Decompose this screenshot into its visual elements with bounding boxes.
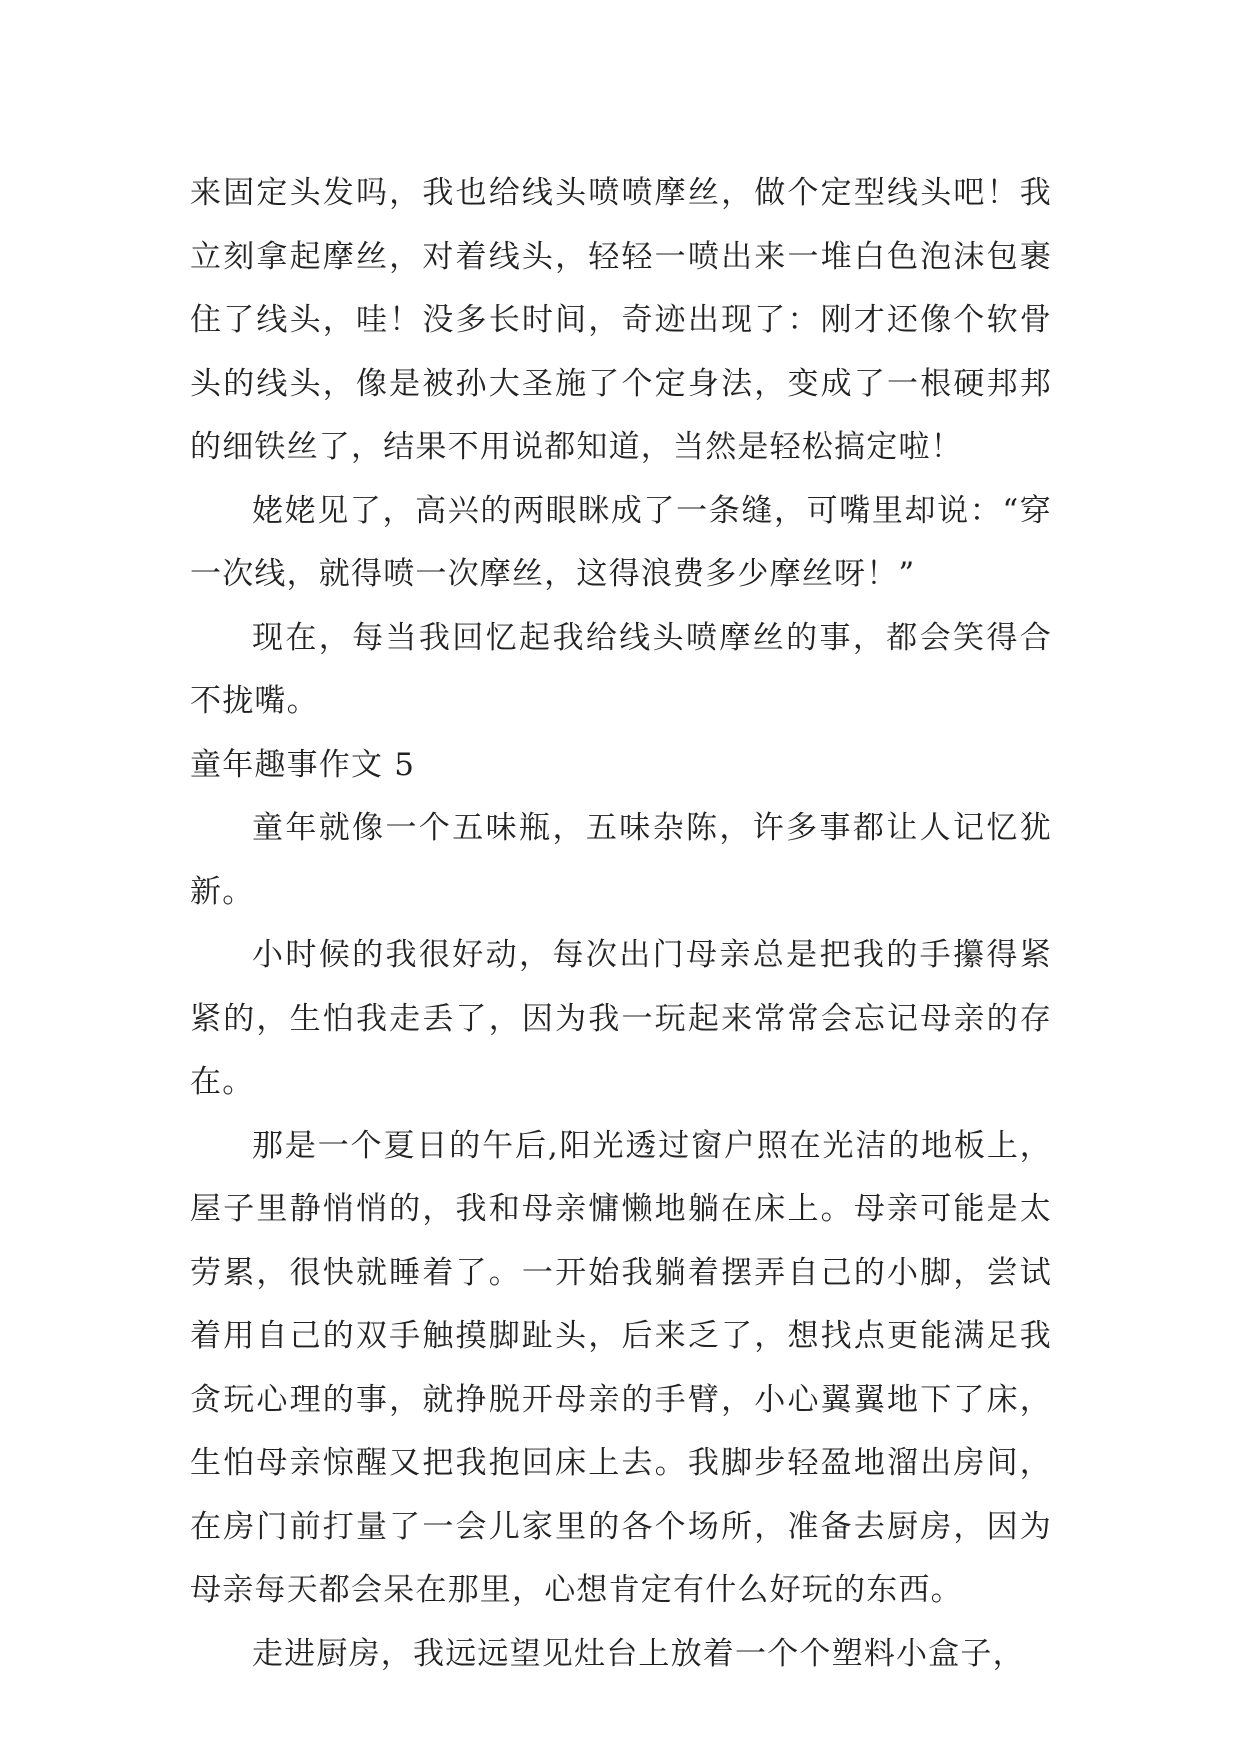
document-body xyxy=(190,162,1052,1686)
paragraph: 走进厨房，我远远望见灶台上放着一个个塑料小盒子， xyxy=(252,1635,1025,1672)
paragraph: 姥姥见了，高兴的两眼眯成了一条缝，可嘴里却说：“穿一次线，就得喷一次摩丝，这得浪费多少摩丝呀！” xyxy=(190,492,1052,592)
paragraph: 童年就像一个五味瓶，五味杂陈，许多事都让人记忆犹新。 xyxy=(190,810,1052,910)
section-heading: 童年趣事作文 5 xyxy=(190,746,416,783)
paragraph: 小时候的我很好动，每次出门母亲总是把我的手攥得紧紧的，生怕我走丢了，因为我一玩起来常常会忘记母亲的存在。 xyxy=(190,937,1052,1100)
paragraph: 那是一个夏日的午后,阳光透过窗户照在光洁的地板上，屋子里静悄悄的，我和母亲慵懒地躺在床上。母亲可能是太劳累，很快就睡着了。一开始我躺着摆弄自己的小脚，尝试着用自己的双手触摸脚趾头，后来乏了，想找点更能满足我贪玩心理的事，就挣脱开母亲的手臂，小心翼翼地下了床，生怕母亲惊醒又把我抱回床上去。我脚步轻盈地溜出房间，在房门前打量了一会儿家里的各个场所，准备去厨房，因为母亲每天都会呆在那里，心想肯定有什么好玩的东西。 xyxy=(190,1127,1052,1608)
paragraph: 现在，每当我回忆起我给线头喷摩丝的事，都会笑得合不拢嘴。 xyxy=(190,619,1052,719)
paragraph: 来固定头发吗，我也给线头喷喷摩丝，做个定型线头吧！我立刻拿起摩丝，对着线头，轻轻一喷出来一堆白色泡沫包裹住了线头，哇！没多长时间，奇迹出现了：刚才还像个软骨头的线头，像是被孙大圣施了个定身法，变成了一根硬邦邦的细铁丝了，结果不用说都知道，当然是轻松搞定啦！ xyxy=(190,175,1052,465)
